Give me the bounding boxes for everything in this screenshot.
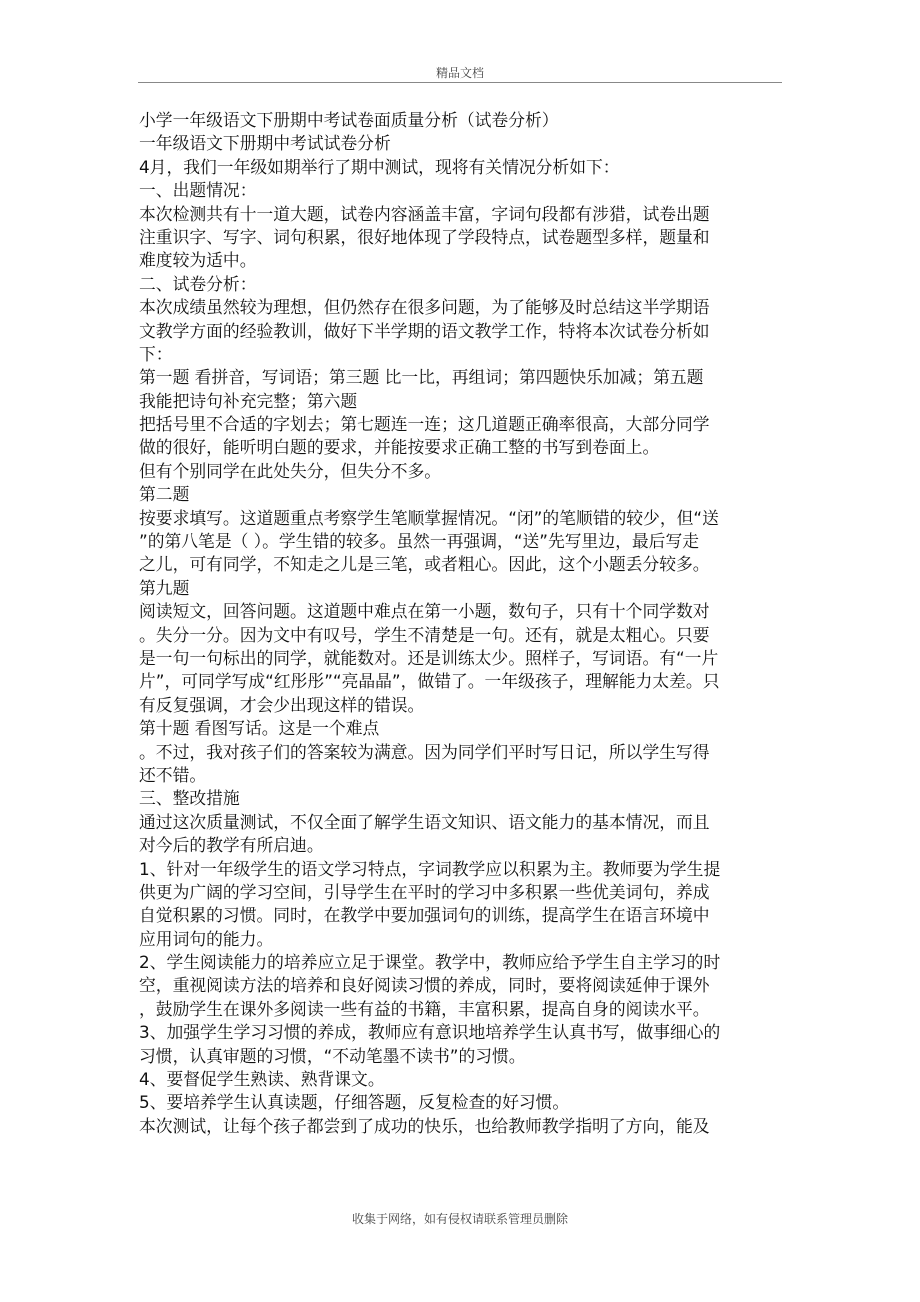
text-line: 三、整改措施 [139,788,240,809]
text-line: 3、加强学生学习习惯的养成，教师应有意识地培养学生认真书写，做事细心的 [139,1022,721,1043]
text-line: 第二题 [139,484,190,505]
text-line: 之儿，可有同学，不知走之儿是三笔，或者粗心。因此，这个小题丢分较多。 [139,554,710,575]
text-line: 本次测试，让每个孩子都尝到了成功的快乐，也给教师教学指明了方向，能及 [139,1115,710,1136]
text-line: 文教学方面的经验教训，做好下半学期的语文教学工作，特将本次试卷分析如 [139,320,710,341]
text-line: 是一句一句标出的同学，就能数对。还是训练太少。照样子，写词语。有“一片 [139,647,719,668]
text-line: 一、出题情况： [139,180,257,201]
text-line: 注重识字、写字、词句积累，很好地体现了学段特点，试卷题型多样，题量和 [139,226,710,247]
text-line: 自觉积累的习惯。同时，在教学中要加强词句的训练，提高学生在语言环境中 [139,905,710,926]
text-line: 下： [139,343,173,364]
header-divider [138,82,782,83]
text-line: 小学一年级语文下册期中考试卷面质量分析（试卷分析） [139,110,559,130]
text-line: 2、学生阅读能力的培养应立足于课堂。教学中，教师应给予学生自主学习的时 [139,952,721,973]
text-line: 还不错。 [139,764,207,785]
text-line: 第一题 看拼音，写词语；第三题 比一比，再组词；第四题快乐加减；第五题 [139,367,704,388]
text-line: 习惯，认真审题的习惯，“不动笔墨不读书”的习惯。 [139,1045,526,1066]
text-line: 把括号里不合适的字划去；第七题连一连；这几道题正确率很高，大部分同学 [139,414,710,435]
text-line: 一年级语文下册期中考试试卷分析 [139,133,391,154]
text-line: 做的很好，能听明白题的要求，并能按要求正确工整的书写到卷面上。 [139,437,660,458]
text-line: 本次检测共有十一道大题，试卷内容涵盖丰富，字词句段都有涉猎，试卷出题 [139,203,710,224]
text-line: 片”，可同学写成“红彤彤”“亮晶晶”，做错了。一年级孩子，理解能力太差。只 [139,671,720,692]
text-line: 4、要督促学生熟读、熟背课文。 [139,1069,385,1090]
text-line: 难度较为适中。 [139,250,257,271]
text-line: 供更为广阔的学习空间，引导学生在平时的学习中多积累一些优美词句，养成 [139,881,710,902]
text-line: ，鼓励学生在课外多阅读一些有益的书籍，丰富积累，提高自身的阅读水平。 [139,998,710,1019]
text-line: 二、试卷分析： [139,273,257,294]
text-line: 空，重视阅读方法的培养和良好阅读习惯的养成，同时，要将阅读延伸于课外 [139,975,710,996]
text-line: 对今后的教学有所启迪。 [139,835,324,856]
text-line: 应用词句的能力。 [139,928,274,949]
text-line: 。不过，我对孩子们的答案较为满意。因为同学们平时写日记，所以学生写得 [139,741,710,762]
text-line: 我能把诗句补充完整；第六题 [139,390,358,411]
text-line: 但有个别同学在此处失分，但失分不多。 [139,460,442,481]
text-line: 1、针对一年级学生的语文学习特点，字词教学应以积累为主。教师要为学生提 [139,858,721,879]
text-line: 有反复强调，才会少出现这样的错误。 [139,694,425,715]
text-line: 5、要培养学生认真读题，仔细答题，反复检查的好习惯。 [139,1092,570,1113]
text-line: 。失分一分。因为文中有叹号，学生不清楚是一句。还有，就是太粗心。只要 [139,624,710,645]
text-line: 阅读短文，回答问题。这道题中难点在第一小题，数句子，只有十个同学数对 [139,601,710,622]
text-line: 第十题 看图写话。这是一个难点 [139,718,380,739]
page-header: 精品文档 [435,66,484,80]
text-line: 按要求填写。这道题重点考察学生笔顺掌握情况。“闭”的笔顺错的较少，但“送 [139,507,719,528]
document-body [139,109,783,1138]
text-line: 通过这次质量测试，不仅全面了解学生语文知识、语文能力的基本情况，而且 [139,811,710,832]
page-footer: 收集于网络，如有侵权请联系管理员删除 [351,1212,568,1226]
text-line: ”的第八笔是（ ）。学生错的较多。虽然一再强调，“送”先写里边，最后写走 [139,531,700,552]
text-line: 第九题 [139,577,190,598]
text-line: 本次成绩虽然较为理想，但仍然存在很多问题，为了能够及时总结这半学期语 [139,297,710,318]
text-line: 4月，我们一年级如期举行了期中测试，现将有关情况分析如下： [139,156,620,177]
